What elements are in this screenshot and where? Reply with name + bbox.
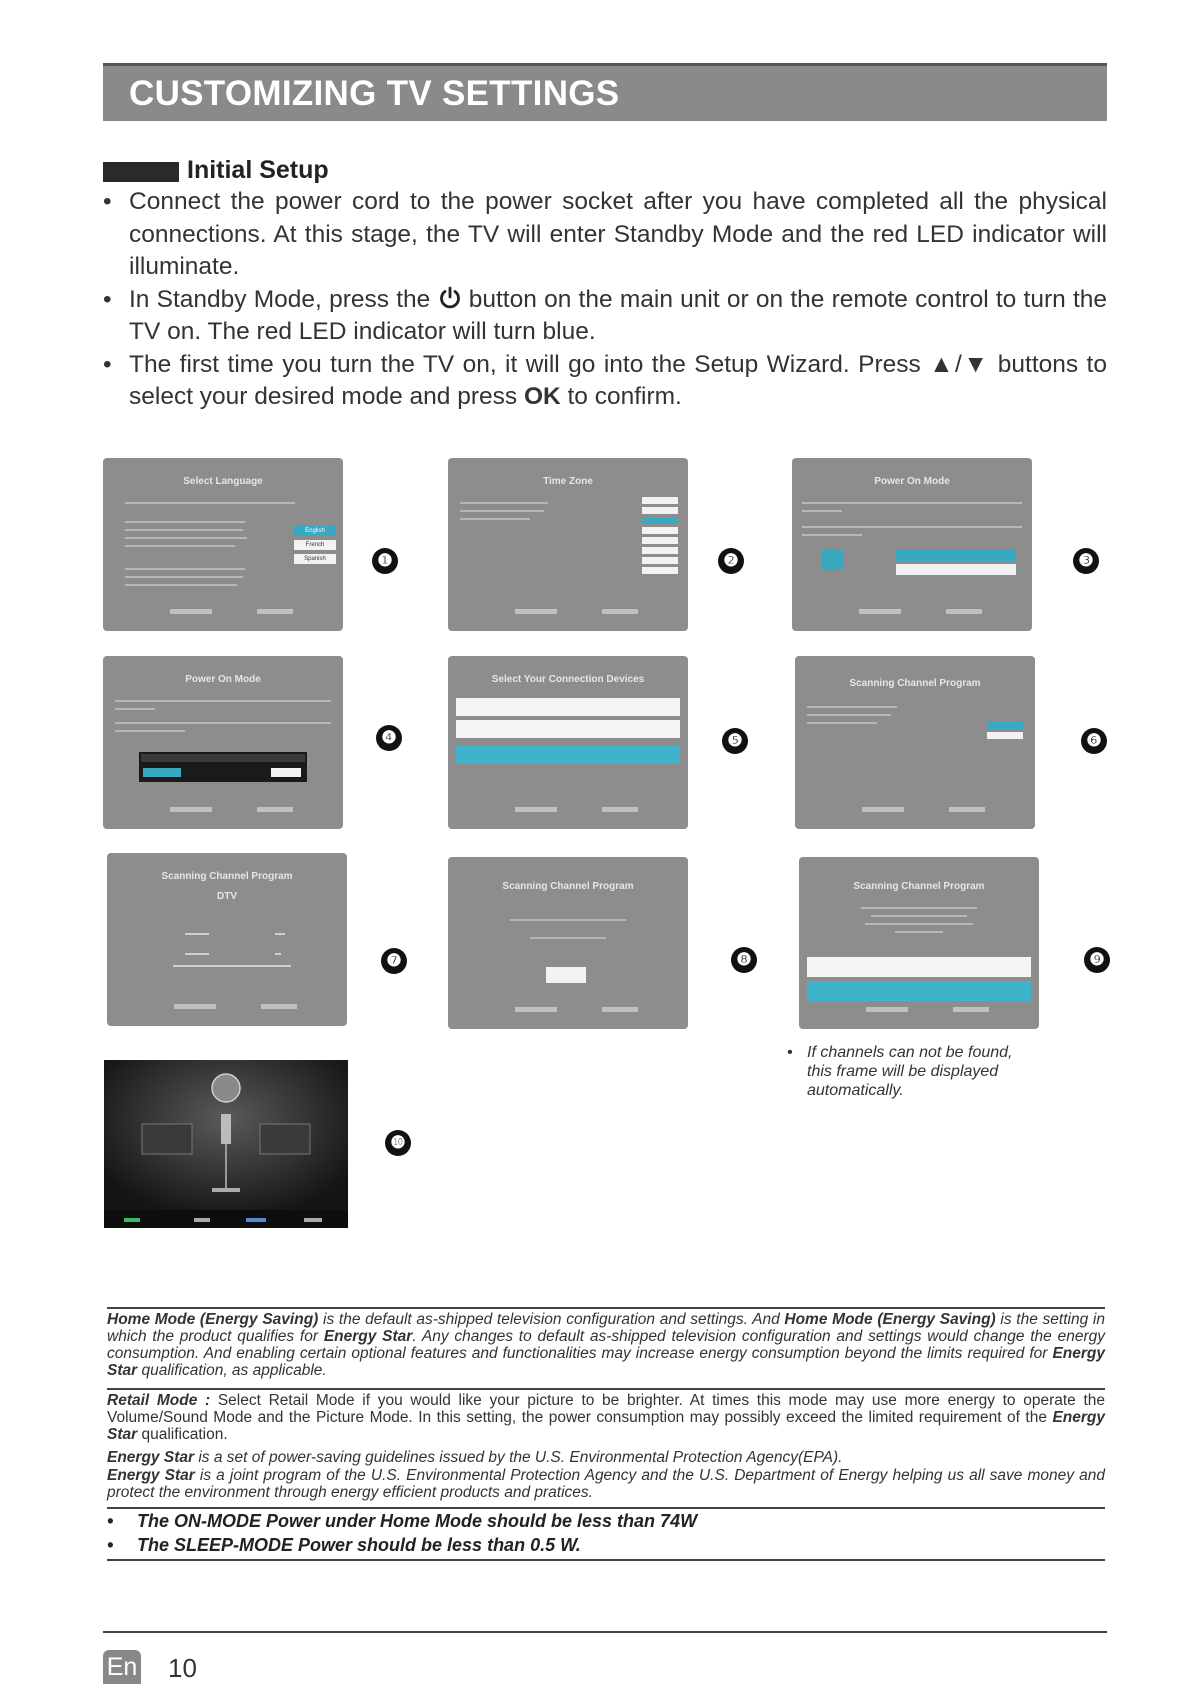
screen-title: Time Zone	[543, 476, 593, 487]
bullet-text: button on the main unit or on the remote control to turn the TV on. The red LED indicator will turn blue.	[129, 285, 1108, 345]
power-icon	[438, 286, 462, 310]
energy-star-paragraph: Energy Star is a joint program of the U.S. Environmental Protection Agency and the U.S. Department of Energy helping us all save money and protect the environment through energy efficient products and pratices.	[107, 1467, 1105, 1501]
bullet-text: In Standby Mode, press the	[129, 285, 431, 313]
screen-title: Select Language	[183, 476, 263, 487]
list-item: • In Standby Mode, press the button on the main unit or on the remote control to turn the TV on. The red LED indicator will turn blue.	[103, 285, 1108, 345]
home-screen-graphic	[104, 1060, 348, 1228]
screen-connection-devices	[448, 656, 688, 829]
language-option: Spanish	[294, 554, 336, 564]
language-badge: En	[103, 1650, 141, 1684]
screen-title: Scanning Channel Program	[849, 678, 981, 689]
ok-key: OK	[523, 383, 561, 410]
screen-subtitle: DTV	[217, 891, 237, 902]
screen-time-zone	[448, 458, 688, 631]
screen-scanning-progress	[107, 853, 347, 1026]
language-option: English	[294, 526, 336, 536]
page-title: CUSTOMIZING TV SETTINGS	[129, 74, 620, 113]
section-title: Initial Setup	[187, 156, 329, 184]
list-item: • The SLEEP-MODE Power should be less than 0.5 W.	[107, 1535, 581, 1555]
screen-title: Scanning Channel Program	[853, 881, 985, 892]
step-badge: ❹	[376, 725, 402, 751]
section-marker	[103, 162, 179, 182]
power-limits	[107, 1511, 1105, 1559]
screen-title: Power On Mode	[185, 674, 261, 685]
screen-scanning-select	[795, 656, 1035, 829]
step-badge: ❸	[1073, 548, 1099, 574]
step-badge: ❾	[1084, 947, 1110, 973]
energy-paragraph: Home Mode (Energy Saving) is the default as-shipped television configuration and settings. And Home Mode (Energy Saving) is the setting in which the product qualifies for Energy Star. Any changes to default as-shipped television configuration and settings would change the energy consumption. And enabling certain optional features and functionalities may increase energy consumption beyond the limits required for Energy Star qualification, as applicable.	[107, 1311, 1105, 1379]
screen-title: Select Your Connection Devices	[491, 674, 645, 685]
step-badge: ❷	[718, 548, 744, 574]
note-text: If channels can not be found, this frame will be displayed automatically.	[807, 1044, 1013, 1099]
screen-home	[104, 1060, 348, 1228]
list-item: • The ON-MODE Power under Home Mode should be less than 74W	[107, 1511, 698, 1531]
step-badge: ❿	[385, 1130, 411, 1156]
list-item: • Connect the power cord to the power socket after you have completed all the physical connections. At this stage, the TV will enter Standby Mode and the red LED indicator will illuminate.	[103, 188, 1107, 280]
screen-power-on-mode	[792, 458, 1032, 631]
screen-title: Power On Mode	[874, 476, 950, 487]
page-number: 10	[168, 1653, 197, 1683]
step-badge: ❽	[731, 947, 757, 973]
bullet-text: Connect the power cord to the power socket after you have completed all the physical connections. At this stage, the TV will enter Standby Mode and the red LED indicator will illuminate.	[129, 188, 1107, 280]
list-item: • The first time you turn the TV on, it will go into the Setup Wizard. Press ▲/▼ buttons to select your desired mode and press OK to confirm.	[103, 350, 1107, 410]
screen-power-on-confirm	[103, 656, 343, 829]
header-bar	[103, 63, 1107, 121]
language-option: French	[294, 540, 336, 550]
energy-star-paragraph: Energy Star is a set of power-saving guidelines issued by the U.S. Environmental Protection Agency(EPA).	[107, 1449, 843, 1466]
screen-title: Scanning Channel Program	[161, 871, 293, 882]
note: • If channels can not be found, this frame will be displayed automatically.	[787, 1044, 1013, 1099]
instruction-list	[103, 186, 1107, 414]
retail-paragraph: Retail Mode : Select Retail Mode if you would like your picture to be brighter. At times this mode may use more energy to operate the Volume/Sound Mode and the Picture Mode. In this setting, the power consumption may possibly exceed the limited requirement of the Energy Star qualification.	[107, 1392, 1105, 1443]
step-badge: ❻	[1081, 728, 1107, 754]
bullet-text: The first time you turn the TV on, it will go into the Setup Wizard. Press ▲/▼ buttons to select your desired mode and press	[129, 350, 1107, 410]
bullet-text: to confirm.	[567, 383, 682, 410]
footer-rule	[103, 1631, 1107, 1633]
step-badge: ❼	[381, 948, 407, 974]
screen-no-channels	[799, 857, 1039, 1029]
screen-scanning-complete	[448, 857, 688, 1029]
screen-title: Scanning Channel Program	[502, 881, 634, 892]
screen-select-language	[103, 458, 343, 631]
step-badge: ❶	[372, 548, 398, 574]
step-badge: ❺	[722, 728, 748, 754]
